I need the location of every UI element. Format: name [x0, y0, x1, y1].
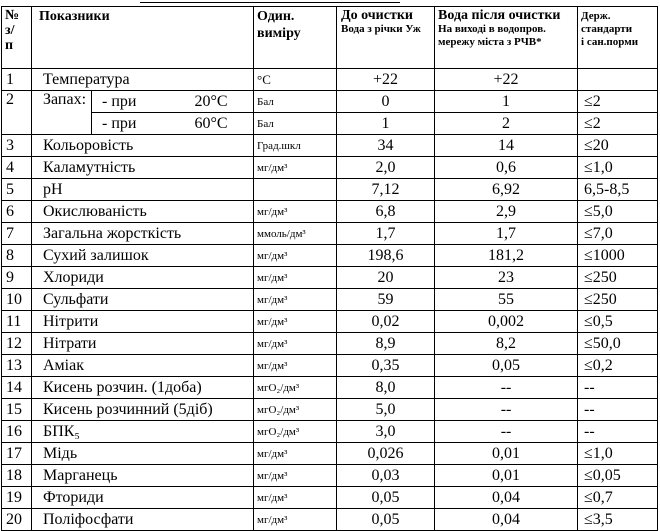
header-before [337, 7, 435, 69]
row-unit: мг/дм³ [254, 509, 337, 531]
row-indicator: Фториди [32, 487, 254, 509]
row-before: +22 [337, 69, 435, 91]
header-before-sub: Вода з річки Уж [341, 23, 421, 35]
row-number: 1 [2, 69, 32, 91]
row-standard: ≤0,2 [578, 355, 658, 377]
row-after: 23 [435, 267, 578, 289]
row-before: 0,05 [337, 487, 435, 509]
row-standard: ≤0,05 [578, 465, 658, 487]
row-unit: мг/дм³ [254, 201, 337, 223]
row-indicator: Каламутність [32, 157, 254, 179]
row-unit: °С [254, 69, 337, 91]
row-standard: 6,5-8,5 [578, 179, 658, 201]
row-after: 2 [435, 113, 578, 135]
row-number: 13 [2, 355, 32, 377]
row-indicator: Кисень розчин. (1доба) [32, 377, 254, 399]
row-indicator: БПК₅ [32, 421, 254, 443]
table-row [2, 377, 658, 399]
row-number: 14 [2, 377, 32, 399]
row-standard: ≤2 [578, 91, 658, 113]
row-standard: ≤1,0 [578, 157, 658, 179]
row-before: 0 [337, 91, 435, 113]
row-unit [254, 179, 337, 201]
header-after [435, 7, 578, 69]
row-number: 3 [2, 135, 32, 157]
row-indicator: Сухий залишок [32, 245, 254, 267]
table-row [2, 311, 658, 333]
table-row [2, 113, 658, 135]
row-unit: мг/дм³ [254, 157, 337, 179]
row-after: -- [435, 377, 578, 399]
row-after: 6,92 [435, 179, 578, 201]
row-unit: мг/дм³ [254, 333, 337, 355]
row-before: 6,8 [337, 201, 435, 223]
row-standard: ≤250 [578, 289, 658, 311]
row-before: 34 [337, 135, 435, 157]
row-indicator: Температура [32, 69, 254, 91]
row-indicator: Марганець [32, 465, 254, 487]
row-after: 14 [435, 135, 578, 157]
smell-sub-60-prefix: - при [102, 114, 137, 132]
row-number: 2 [2, 91, 32, 135]
row-standard: ≤5,0 [578, 201, 658, 223]
row-unit: мг/дм³ [254, 245, 337, 267]
row-number: 4 [2, 157, 32, 179]
row-number: 9 [2, 267, 32, 289]
row-after: 1,7 [435, 223, 578, 245]
row-unit: мг/дм³ [254, 465, 337, 487]
row-unit: мг/дм³ [254, 289, 337, 311]
row-number: 16 [2, 421, 32, 443]
row-number: 18 [2, 465, 32, 487]
row-standard: ≤0,7 [578, 487, 658, 509]
table-row [2, 201, 658, 223]
table-row [2, 157, 658, 179]
row-standard: ≤50,0 [578, 333, 658, 355]
row-number: 20 [2, 509, 32, 531]
row-after: 181,2 [435, 245, 578, 267]
row-standard: -- [578, 399, 658, 421]
row-before: 0,02 [337, 311, 435, 333]
row-indicator: Мідь [32, 443, 254, 465]
row-standard: ≤250 [578, 267, 658, 289]
row-number: 15 [2, 399, 32, 421]
row-after: 0,05 [435, 355, 578, 377]
row-indicator: Аміак [32, 355, 254, 377]
row-unit: мг/дм³ [254, 443, 337, 465]
table-row [2, 69, 658, 91]
row-indicator: pH [32, 179, 254, 201]
row-number: 11 [2, 311, 32, 333]
row-before: 8,9 [337, 333, 435, 355]
row-unit: Град.шкл [254, 135, 337, 157]
row-before: 1,7 [337, 223, 435, 245]
smell-sub-60 [92, 113, 254, 135]
row-unit: ммоль/дм³ [254, 223, 337, 245]
row-standard: ≤2 [578, 113, 658, 135]
row-number: 10 [2, 289, 32, 311]
table-row [2, 421, 658, 443]
row-number: 17 [2, 443, 32, 465]
table-row [2, 245, 658, 267]
row-number: 6 [2, 201, 32, 223]
row-unit: мгО₂/дм³ [254, 399, 337, 421]
row-before: 0,35 [337, 355, 435, 377]
row-after: -- [435, 421, 578, 443]
row-before: 0,026 [337, 443, 435, 465]
row-indicator: Нітрати [32, 333, 254, 355]
table-row [2, 399, 658, 421]
row-number: 5 [2, 179, 32, 201]
header-indicator: Показники [32, 7, 254, 69]
row-after: 0,01 [435, 465, 578, 487]
row-indicator: Кисень розчинний (5діб) [32, 399, 254, 421]
row-after: 1 [435, 91, 578, 113]
row-after: 0,01 [435, 443, 578, 465]
row-after: 55 [435, 289, 578, 311]
row-unit: мг/дм³ [254, 487, 337, 509]
water-quality-table [1, 6, 658, 531]
row-number: 12 [2, 333, 32, 355]
row-indicator: Загальна жорсткість [32, 223, 254, 245]
row-indicator: Сульфати [32, 289, 254, 311]
table-row [2, 355, 658, 377]
row-unit: мгО₂/дм³ [254, 421, 337, 443]
row-number: 19 [2, 487, 32, 509]
row-unit: Бал [254, 91, 337, 113]
row-before: 8,0 [337, 377, 435, 399]
smell-sub-20-prefix: - при [102, 92, 137, 110]
row-indicator: Окислюваність [32, 201, 254, 223]
row-before: 7,12 [337, 179, 435, 201]
table-row [2, 465, 658, 487]
row-after: 0,6 [435, 157, 578, 179]
header-no: № з/ п [2, 7, 32, 69]
row-standard: ≤20 [578, 135, 658, 157]
header-after-title: Вода після очистки [438, 8, 561, 23]
header-row [2, 7, 658, 69]
row-indicator: Кольоровість [32, 135, 254, 157]
table-row [2, 289, 658, 311]
row-before: 198,6 [337, 245, 435, 267]
row-before: 0,05 [337, 509, 435, 531]
smell-label: Запах: [32, 91, 92, 135]
row-standard: ≤7,0 [578, 223, 658, 245]
header-standard: Держ. стандарти і сан.порми [578, 7, 658, 69]
row-unit: мг/дм³ [254, 355, 337, 377]
smell-sub-20-temp: 20°С [194, 92, 228, 110]
row-number: 7 [2, 223, 32, 245]
row-before: 3,0 [337, 421, 435, 443]
row-indicator: Поліфосфати [32, 509, 254, 531]
table-row [2, 179, 658, 201]
row-after: 2,9 [435, 201, 578, 223]
row-number: 8 [2, 245, 32, 267]
row-after: 0,002 [435, 311, 578, 333]
row-after: +22 [435, 69, 578, 91]
smell-sub-20 [92, 91, 254, 113]
table-row [2, 333, 658, 355]
smell-sub-60-temp: 60°С [194, 114, 228, 132]
row-after: 0,04 [435, 487, 578, 509]
row-before: 20 [337, 267, 435, 289]
row-before: 5,0 [337, 399, 435, 421]
table-row [2, 443, 658, 465]
row-standard: -- [578, 421, 658, 443]
row-indicator: Хлориди [32, 267, 254, 289]
row-after: -- [435, 399, 578, 421]
top-rule [140, 2, 400, 3]
row-before: 2,0 [337, 157, 435, 179]
table-row [2, 223, 658, 245]
row-indicator: Нітрити [32, 311, 254, 333]
row-standard [578, 69, 658, 91]
table-row [2, 267, 658, 289]
row-unit: Бал [254, 113, 337, 135]
table-row [2, 487, 658, 509]
table-row [2, 509, 658, 531]
header-after-sub: На виході в водопров. мережу міста з РЧВ* [438, 23, 546, 48]
row-before: 59 [337, 289, 435, 311]
row-after: 8,2 [435, 333, 578, 355]
header-unit: Один. виміру [254, 7, 337, 69]
row-after: 0,04 [435, 509, 578, 531]
row-unit: мгО₂/дм³ [254, 377, 337, 399]
row-before: 1 [337, 113, 435, 135]
row-before: 0,03 [337, 465, 435, 487]
row-standard: ≤0,5 [578, 311, 658, 333]
table-row [2, 91, 658, 113]
row-standard: -- [578, 377, 658, 399]
row-standard: ≤1,0 [578, 443, 658, 465]
row-standard: ≤1000 [578, 245, 658, 267]
row-unit: мг/дм³ [254, 267, 337, 289]
row-unit: мг/дм³ [254, 311, 337, 333]
row-standard: ≤3,5 [578, 509, 658, 531]
table-row [2, 135, 658, 157]
header-before-title: До очистки [341, 8, 413, 23]
